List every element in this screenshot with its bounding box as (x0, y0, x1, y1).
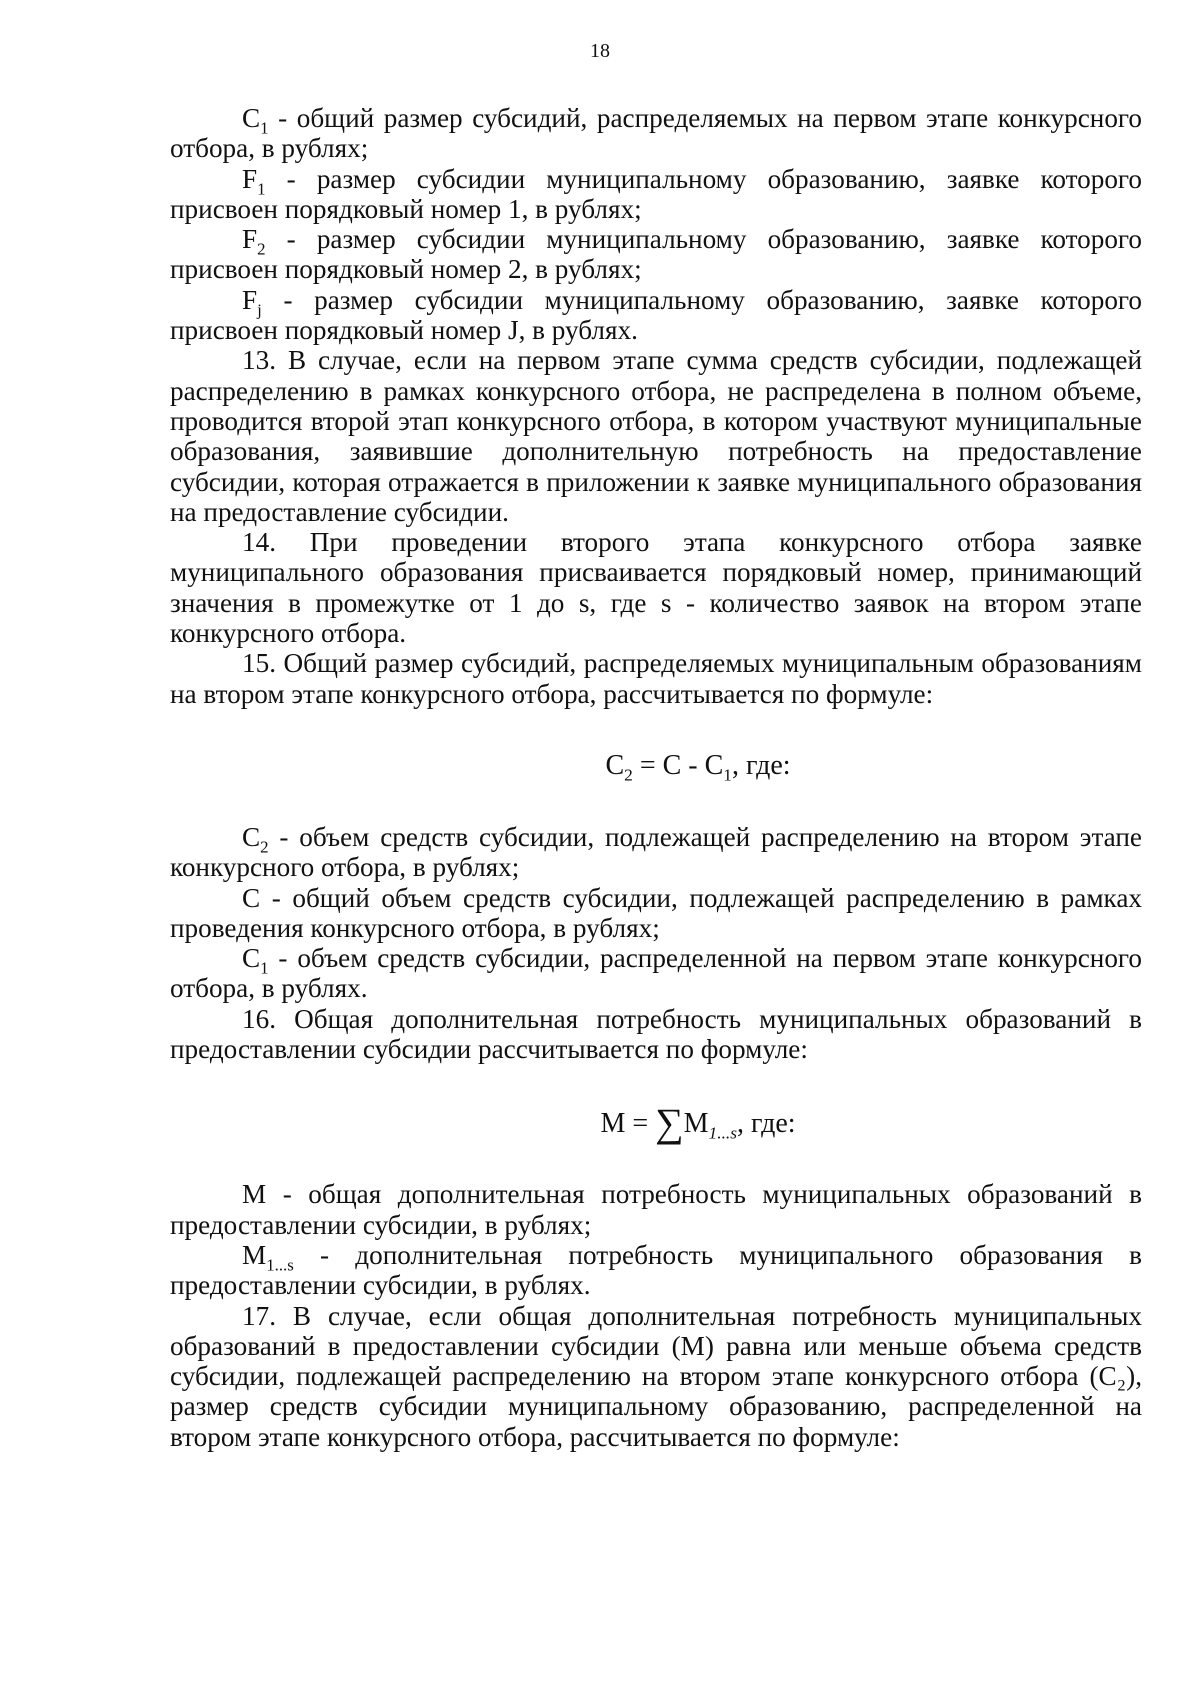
paragraph-13: 13. В случае, если на первом этапе сумма средств субсидии, подлежащей распределению в рамках конкурсного отбора, не распределена в полном объеме, проводится второй этап конкурсного отбора, в котором участвуют муниципальные образования, заявившие дополнительную потребность на предоставление субсидии, которая отражается в приложении к заявке муниципального образования на предоставление субсидии. (170, 345, 1142, 527)
formula-m: $M = \sum M_{1...s}$, где: (600, 1100, 796, 1146)
definition-fj: $F_j$ - размер субсидии муниципальному образованию, заявке которого присвоен порядковый номер J, в рублях. (170, 284, 1142, 346)
paragraph-15: 15. Общий размер субсидий, распределяемых муниципальным образованиям на втором этапе конкурсного отбора, рассчитывается по формуле: (170, 648, 1142, 709)
definition-f1: $F_1$ - размер субсидии муниципальному образованию, заявке которого присвоен порядковый номер 1, в рублях; (170, 163, 1142, 224)
page-number: 18 (590, 40, 610, 62)
paragraph-16: 16. Общая дополнительная потребность муниципальных образований в предоставлении субсидии рассчитывается по формуле: (170, 1003, 1142, 1065)
paragraph-17: 17. В случае, если общая дополнительная потребность муниципальных образований в предоставлении субсидии (М) равна или меньше объема средств субсидии, подлежащей распределению на втором этапе конкурсного отбора (C₂), размер средств субсидии муниципальному образованию, распределенной на втором этапе конкурсного отбора, рассчитывается по формуле: (170, 1300, 1142, 1452)
definition-f2: $F_2$ - размер субсидии муниципальному образованию, заявке которого присвоен порядковый номер 2, в рублях; (170, 224, 1142, 285)
paragraph-14: 14. При проведении второго этапа конкурсного отбора заявке муниципального образования присваивается порядковый номер, принимающий значения в промежутке от 1 до s, где s - количество заявок на втором этапе конкурсного отбора. (170, 527, 1142, 649)
document-body (170, 103, 1142, 1452)
definition-c1-second: $C_1$ - объем средств субсидии, распределенной на первом этапе конкурсного отбора, в рублях. (170, 943, 1142, 1004)
sum-symbol: ∑ (655, 1100, 684, 1146)
definition-c2: $C_2$ - объем средств субсидии, подлежащей распределению на втором этапе конкурсного отбора, в рублях; (170, 821, 1142, 883)
formula-c2: $C_2 = C - C_1$, где: (605, 749, 791, 785)
definition-m1s: $M_{1...s}$ - дополнительная потребность муниципального образования в предоставлении субсидии, в рублях. (170, 1239, 1142, 1301)
definition-m: M - общая дополнительная потребность муниципальных образований в предоставлении субсидии, в рублях; (170, 1179, 1142, 1240)
definition-c1: $C_1$ - общий размер субсидий, распределяемых на первом этапе конкурсного отбора, в рублях; (170, 103, 1142, 164)
definition-c: C - общий объем средств субсидии, подлежащей распределению в рамках проведения конкурсного отбора, в рублях; (170, 882, 1142, 943)
